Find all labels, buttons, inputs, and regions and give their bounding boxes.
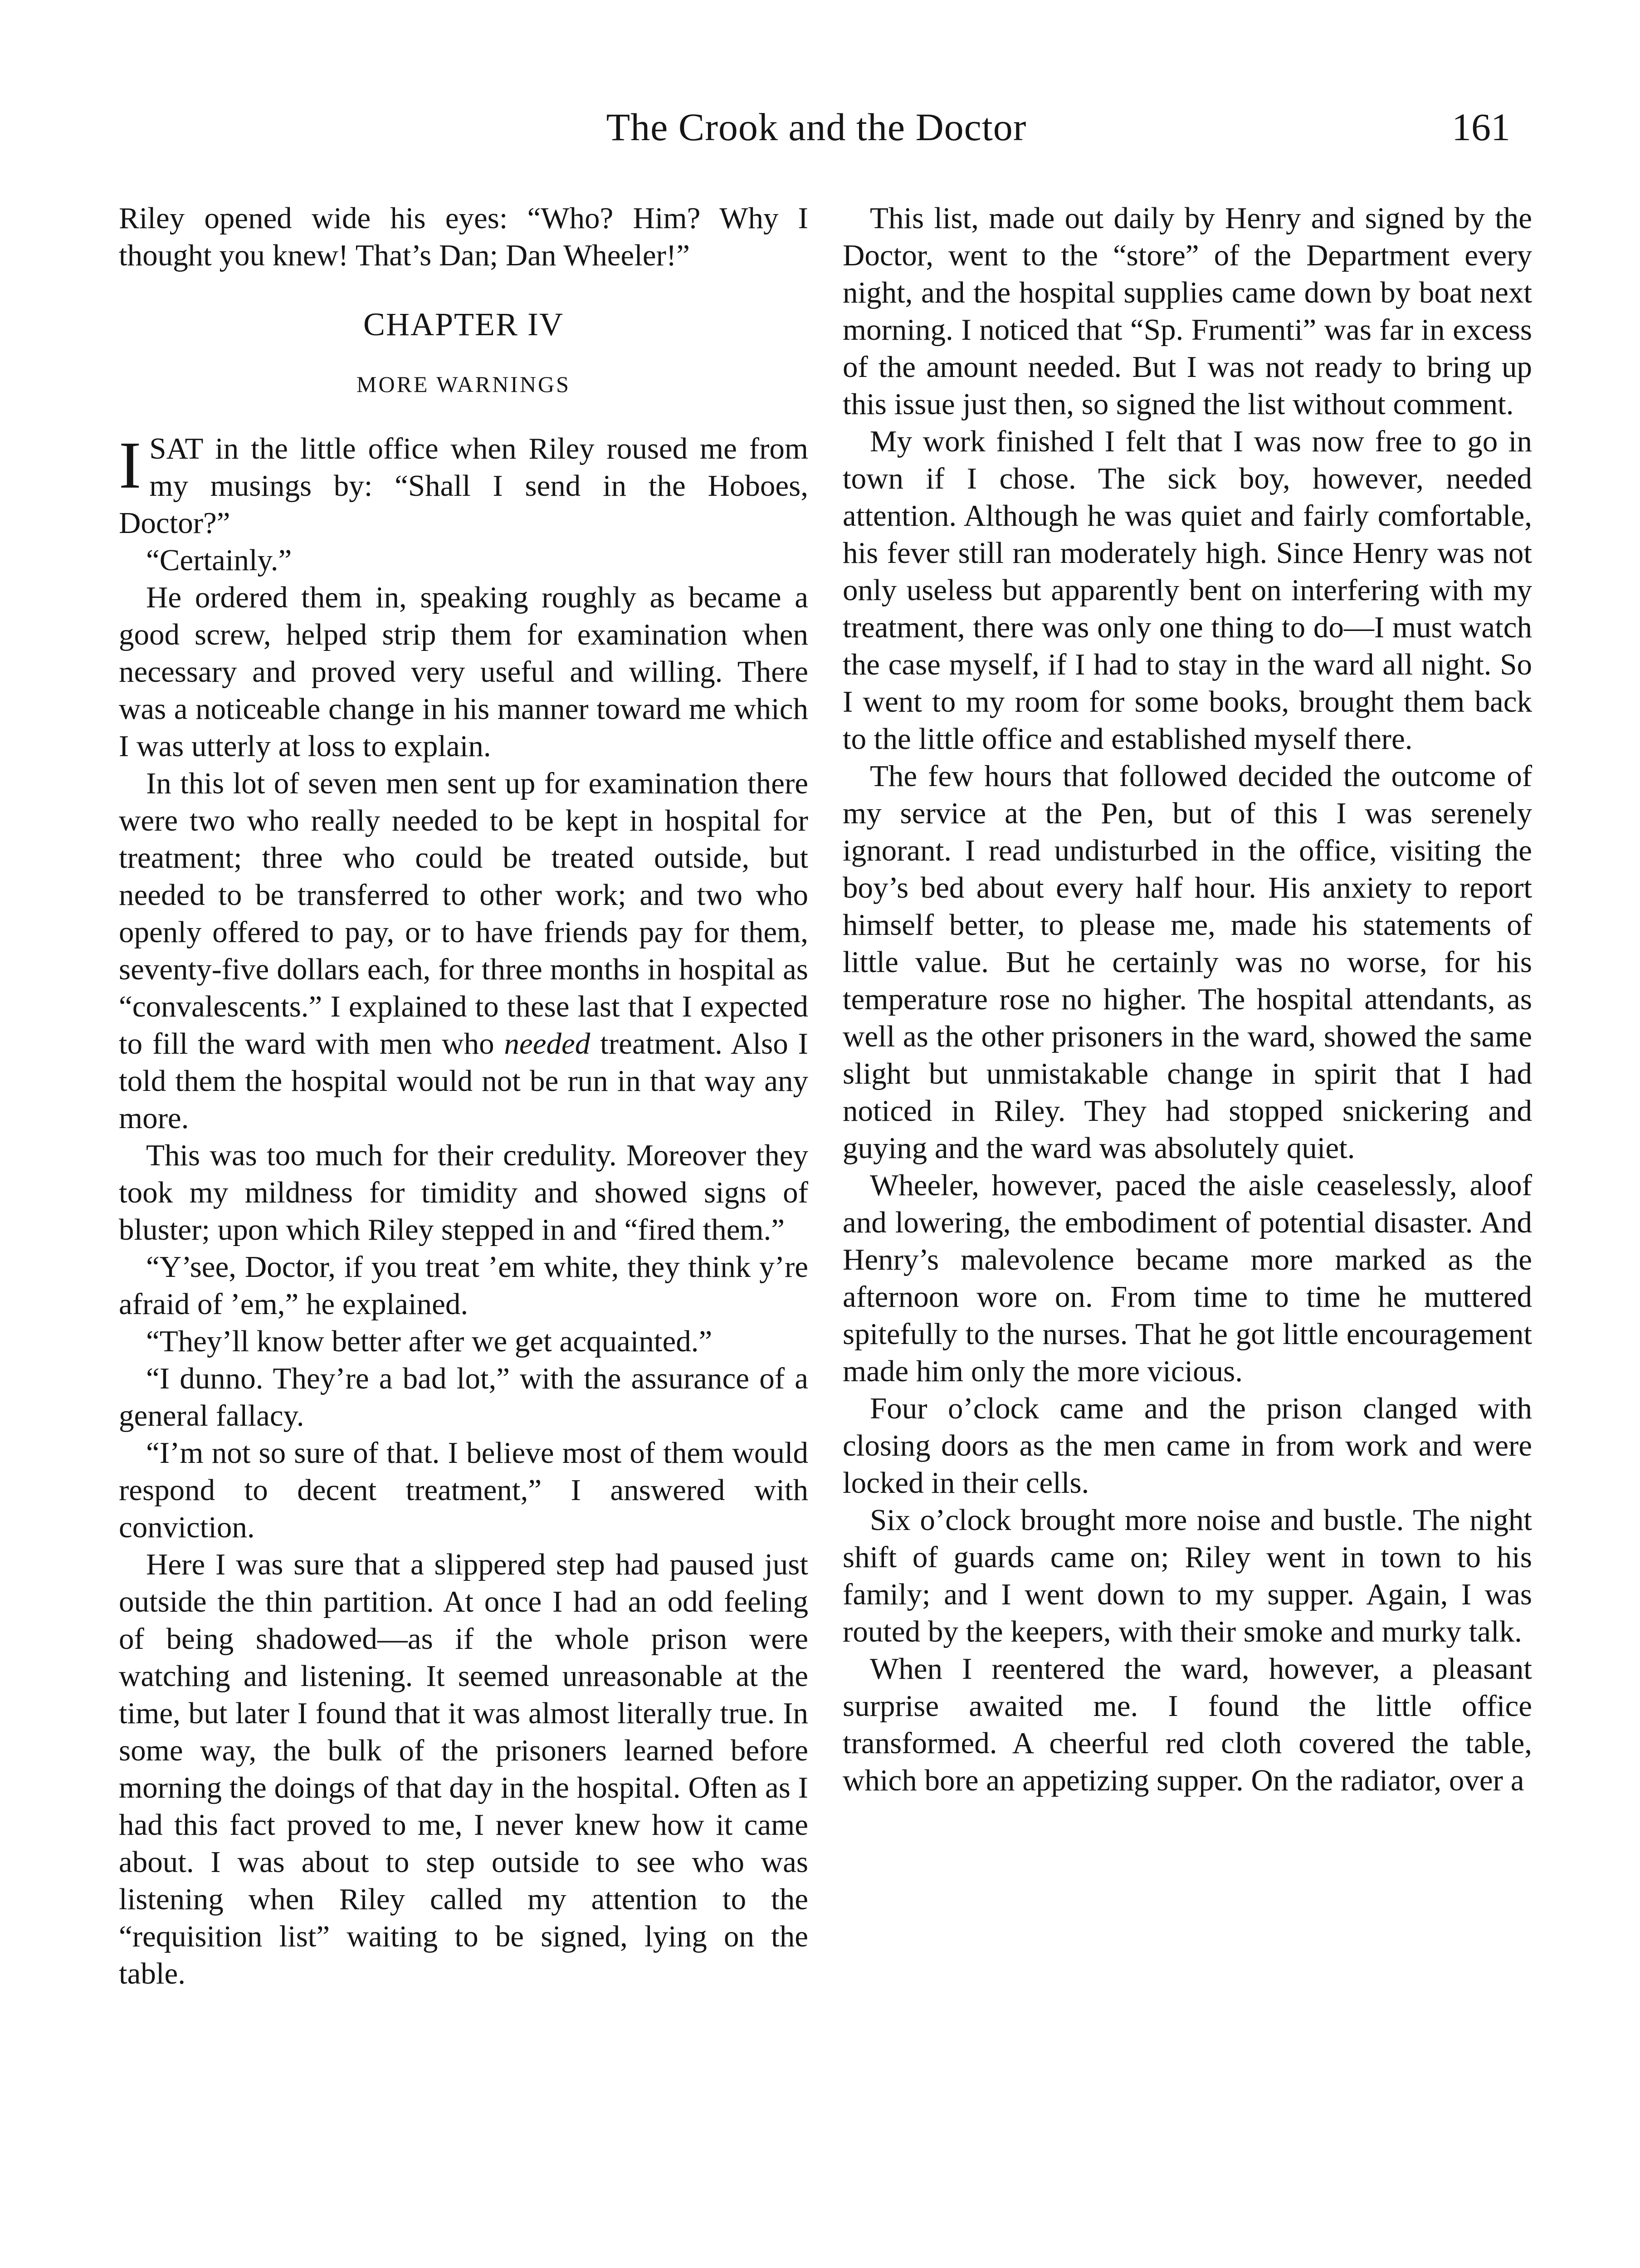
paragraph: He ordered them in, speaking roughly as became a good screw, helped strip them for examination when necessary and proved very useful and willing. There was a noticeable change in his manner toward me which I was utterly at loss to explain. bbox=[119, 581, 808, 763]
paragraph: This list, made out daily by Henry and signed by the Doctor, went to the “store” of the Department every night, and the hospital supplies came down by boat next morning. I noticed that “Sp. Frumenti” was far in excess of the amount needed. But I was not ready to bring up this issue just then, so signed the list without comment. bbox=[843, 201, 1532, 421]
paragraph-text: In this lot of seven men sent up for examination there were two who really needed to be kept in hospital for treatment; three who could be treated outside, but needed to be transferred to other work; and two who openly offered to pay, or to have friends pay for them, seventy-five dollars each, for three months in hospital as “convalescents.” I explained to these last that I expected to fill the ward with men who bbox=[119, 767, 808, 1061]
chapter-subtitle: MORE WARNINGS bbox=[356, 371, 571, 397]
paragraph-text: treatment. Also I told them the hospital would not be run in that way any more. bbox=[119, 1027, 808, 1135]
paragraph: This was too much for their credulity. Moreover they took my mildness for timidity and showed signs of bluster; upon which Riley stepped in and “fired them.” bbox=[119, 1139, 808, 1246]
opening-paragraph bbox=[119, 430, 808, 542]
paragraph: Wheeler, however, paced the aisle ceaselessly, aloof and lowering, the embodiment of potential disaster. And Henry’s malevolence became more marked as the afternoon wore on. From time to time he muttered spitefully to the nurses. That he got little encouragement made him only the more vicious. bbox=[843, 1168, 1532, 1388]
paragraph: Six o’clock brought more noise and bustle. The night shift of guards came on; Riley went in town to his family; and I went down to my supper. Again, I was routed by the keepers, with their smoke and murky talk. bbox=[843, 1503, 1532, 1648]
page-header bbox=[113, 104, 1519, 159]
paragraph: “Certainly.” bbox=[146, 543, 292, 577]
chapter-heading: CHAPTER IV bbox=[363, 306, 564, 342]
left-column bbox=[119, 200, 808, 1992]
paragraph: “I dunno. They’re a bad lot,” with the assurance of a general fallacy. bbox=[119, 1362, 808, 1432]
running-title: The Crook and the Doctor bbox=[606, 105, 1027, 149]
paragraph: My work finished I felt that I was now free to go in town if I chose. The sick boy, however, needed attention. Although he was quiet and fairly comfortable, his fever still ran moderately high. Since Henry was not only useless but apparently bent on interfering with my treatment, there was only one thing to do—I must watch the case myself, if I had to stay in the ward all night. So I went to my room for some books, brought them back to the little office and established myself there. bbox=[843, 425, 1532, 756]
right-column bbox=[843, 200, 1532, 1799]
paragraph: “I’m not so sure of that. I believe most of them would respond to decent treatment,” I answered with conviction. bbox=[119, 1436, 808, 1544]
paragraph: Four o’clock came and the prison clanged with closing doors as the men came in from work and were locked in their cells. bbox=[843, 1392, 1532, 1500]
paragraph: Here I was sure that a slippered step had paused just outside the thin partition. At once I had an odd feeling of being shadowed—as if the whole prison were watching and listening. It seemed unreasonable at the time, but later I found that it was almost literally true. In some way, the bulk of the prisoners learned before morning the doings of that day in the hospital. Often as I had this fact proved to me, I never knew how it came about. I was about to step outside to see who was listening when Riley called my attention to the “requisition list” waiting to be signed, lying on the table. bbox=[119, 1548, 808, 1990]
paragraph: “They’ll know better after we get acquainted.” bbox=[146, 1325, 713, 1358]
paragraph bbox=[119, 765, 808, 1137]
paragraph: When I reentered the ward, however, a pleasant surprise awaited me. I found the little office transformed. A cheerful red cloth covered the table, which bore an appetizing supper. On the radiator, over a bbox=[843, 1652, 1532, 1797]
drop-cap: I bbox=[119, 428, 142, 503]
paragraph: “Y’see, Doctor, if you treat ’em white, they think y’re afraid of ’em,” he explained. bbox=[119, 1250, 808, 1321]
opening-text: SAT in the little office when Riley roused me from my musings by: “Shall I send in the Hoboes, Doctor?” bbox=[119, 432, 808, 540]
paragraph: Riley opened wide his eyes: “Who? Him? Why I thought you knew! That’s Dan; Dan Wheeler!” bbox=[119, 201, 808, 272]
emphasis-word: needed bbox=[504, 1027, 591, 1061]
page-number: 161 bbox=[1452, 105, 1510, 149]
paragraph: The few hours that followed decided the outcome of my service at the Pen, but of this I was serenely ignorant. I read undisturbed in the office, visiting the boy’s bed about every half hour. His anxiety to report himself better, to please me, made his statements of little value. But he certainly was no worse, for his temperature rose no higher. The hospital attendants, as well as the other prisoners in the ward, showed the same slight but unmistakable change in spirit that I had noticed in Riley. They had stopped snickering and guying and the ward was absolutely quiet. bbox=[843, 759, 1532, 1165]
